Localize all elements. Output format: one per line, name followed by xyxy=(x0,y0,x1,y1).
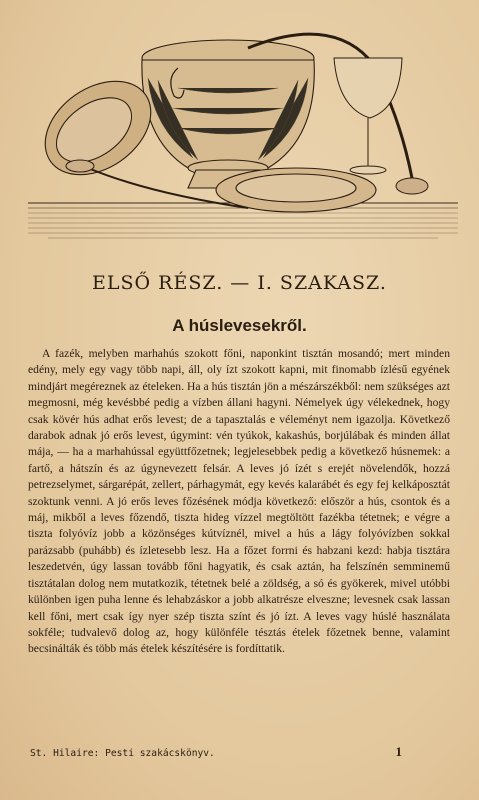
body-text xyxy=(28,346,450,658)
page-footer xyxy=(30,744,450,764)
chapter-heading: ELSŐ RÉSZ. — I. SZAKASZ. xyxy=(92,272,387,294)
section-title: A húslevesekről. xyxy=(172,316,307,335)
page-number: 1 xyxy=(395,744,402,759)
footer-reference: St. Hilaire: Pesti szakácskönyv. xyxy=(30,748,215,759)
paragraph: A fazék, melyben marhahús szokott főni, naponkint tisztán mosandó; mert minden edény, mely egy vagy több napi, áll, oly ízt szokott kapni, mit finomabb ízlésű egyének mindjárt megéreznek az ételeken. Ha a hús tisztán jön a mészárszékből: nem szükséges azt megmosni, még kevésbbé pedig a vízben állani hagyni. Némelyek úgy vélekednek, hogy csak kövér hús adhat erős levest; de a tapasztalás e véleményt nem igazolja. Következő darabok adnak jó erős levest, úgymint: vén tyúkok, kakashús, borjúlábak és minden állat mája, — ha a marhahússal együttfőzetnek; legjelesebbek pedig a következő húsnemek: a fartő, a hátszín és az úgynevezett felsár. A leves jó ízét s erejét növelendők, hozzá petrezselymet, sárgarépát, zellert, párhagymát, egy kevés kalarábét és egy fej kelkáposztát szoktunk venni. A jó erős leves főzésének módja következő: először a hús, csontok és a máj, mikből a leves főzendő, tiszta hideg vízzel megtöltött fazékba tétetnek; e végre a tiszta folyóvíz jobb a közönséges kútvíznél, mivel a hús a lágy folyóvízben sokkal parázsabb (puhább) és ízletesebb lesz. Ha a főzet forrni és habzani kezd: habja tisztára leszedetvén, úgy lassan tovább főni hagyatik, és csak aztán, ha felszínén semminemű tisztátalan dolog nem mutatkozik, tétetnek belé a zöldség, a só és gyökerek, mivel utóbbi különben igen puha lenne és lehabzáskor a jobb alkatrésze elveszne; levesnek csak lassan kell főni, mert csak így nyer szép tiszta színt és jó ízt. A leves vagy húslé használata sokféle; tudvalevő dolog az, hogy különféle tésztás ételek főzetnek benne, valamint becsinálták és több más ételek készítésére is fordíttatik. xyxy=(28,347,450,656)
tableware-engraving xyxy=(28,18,458,246)
